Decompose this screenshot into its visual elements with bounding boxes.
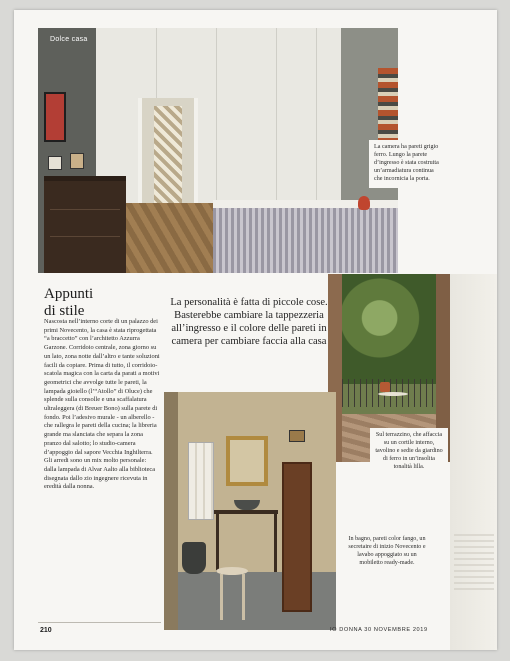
wardrobe-seam bbox=[276, 28, 277, 223]
photo-console-leg bbox=[216, 514, 219, 572]
page-number: 210 bbox=[40, 627, 52, 634]
photo-gold-mirror bbox=[226, 436, 268, 486]
photo-toilet bbox=[182, 542, 206, 574]
photo-stool-leg bbox=[220, 574, 223, 620]
photo-towel-rack bbox=[188, 442, 214, 520]
section-label: Dolce casa bbox=[50, 36, 88, 43]
bathroom-photo bbox=[164, 392, 336, 630]
photo-bath-artwork bbox=[289, 430, 305, 442]
article-title-line: Appunti bbox=[44, 286, 94, 302]
terrace-caption: Sul terrazzino, che affaccia su un cortile interno, tavolino e sedie da giardino di ferro in un’insolita tonalità lilla. bbox=[370, 428, 448, 476]
photo-bath-door bbox=[164, 392, 178, 630]
photo-small-frame bbox=[70, 153, 84, 169]
next-page-sliver bbox=[450, 274, 497, 650]
bedroom-photo bbox=[38, 28, 398, 273]
photo-red-artwork bbox=[44, 92, 66, 142]
magazine-page bbox=[14, 10, 497, 650]
bathroom-caption: In bagno, pareti color fango, un secretaire di inizio Novecento e lavabo appoggiato su un mobiletto ready-made. bbox=[342, 532, 432, 572]
next-page-blur bbox=[454, 530, 494, 590]
photo-corridor-wallpaper bbox=[154, 106, 182, 211]
photo-red-lamp bbox=[358, 196, 370, 210]
article-title-line: di stile bbox=[44, 302, 85, 319]
photo-stool-leg bbox=[242, 574, 245, 620]
article-title bbox=[44, 286, 154, 319]
footer-rule bbox=[38, 622, 161, 623]
photo-small-frame bbox=[48, 156, 62, 170]
photo-garden-table bbox=[378, 392, 408, 396]
photo-console-leg bbox=[274, 514, 277, 572]
issue-line: IO DONNA 30 NOVEMBRE 2019 bbox=[330, 627, 428, 633]
dresser-drawer bbox=[50, 209, 120, 210]
photo-secretaire bbox=[282, 462, 312, 612]
pull-quote: La personalità è fatta di piccole cose. Basterebbe cambiare la tappezzeria all’ingresso e il colore delle pareti in camera per cambiare faccia alla casa bbox=[170, 297, 328, 347]
article-body: Nascosta nell’interno corte di un palazzo dei primi Novecento, la casa è stata riprogettata “a braccetto” con l’architetto Azzurra Garzone. Corridoio centrale, zona giorno su un lato, zona notte dall’altro e tante soluzioni facili da copiare. Prima di tutto, il corridoio-scatola magica con la carta da parati a motivi geometrici che avvolge tutte le pareti, la lampada gioiello (l’“Atollo” di Oluce) che splende sulla consolle e una scaffalatura ultraleggera (di Breuer Bono) sulla parete di fondo. Poi l’adesivo murale - un alberello - che rallegra le pareti della cucina; la libreria grande ma slanciata che separa la zona pranzo dal salotto; lo studio-camera d’appoggio dal sapore Vecchia Inghilterra. Gli arredi sono un mix molto personale: dalla lampada di Alvar Aalto alla biblioteca disegnata dallo zio ingegnere ricevuta in eredità dalla nonna. bbox=[44, 318, 160, 491]
photo-bed-cover bbox=[213, 208, 398, 273]
wardrobe-seam bbox=[316, 28, 317, 223]
photo-sink-console bbox=[214, 510, 278, 514]
photo-dresser bbox=[44, 176, 126, 273]
photo-tree bbox=[342, 274, 436, 384]
wardrobe-seam bbox=[216, 28, 217, 223]
photo-wardrobe bbox=[96, 28, 341, 223]
bedroom-caption: La camera ha pareti grigio ferro. Lungo la parete d’ingresso è stata costruita un’armadiatura continua che incornicia la porta. bbox=[369, 140, 445, 188]
photo-plant-pot bbox=[380, 382, 390, 392]
dresser-drawer bbox=[50, 236, 120, 237]
